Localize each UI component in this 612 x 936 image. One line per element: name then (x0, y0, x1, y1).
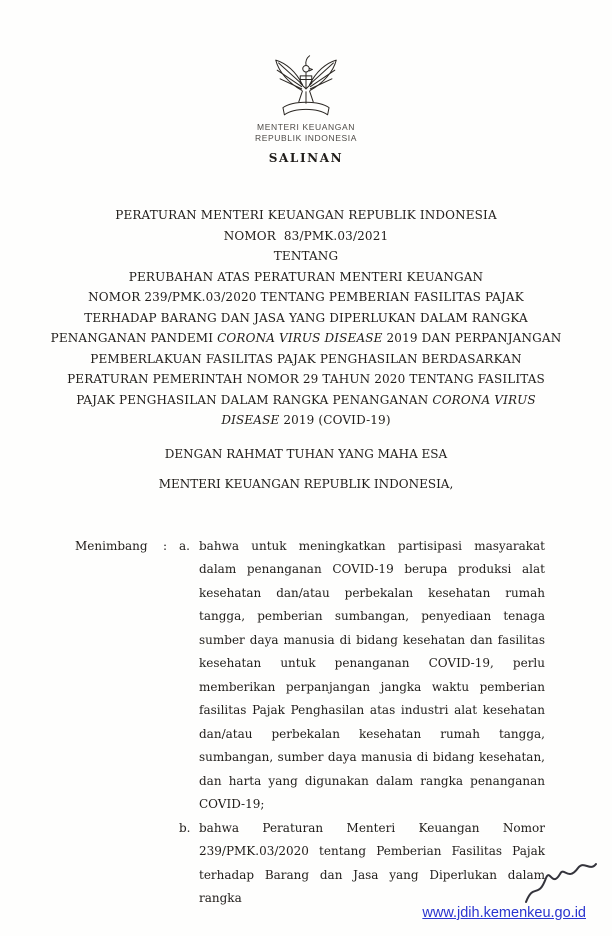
item-marker: a. (179, 538, 190, 553)
ministry-country: REPUBLIK INDONESIA (255, 133, 357, 143)
considering-items (179, 535, 545, 911)
title-line: PEMBERLAKUAN FASILITAS PAJAK PENGHASILAN BERDASARKAN (90, 351, 522, 366)
title-line: PERATURAN MENTERI KEUANGAN REPUBLIK INDONESIA (115, 208, 497, 222)
considering-item-a (179, 535, 545, 817)
title-line: TENTANG (273, 249, 339, 263)
regulation-title (0, 205, 612, 431)
ministry-name: MENTERI KEUANGAN (257, 122, 355, 132)
considering-item-b (179, 817, 545, 911)
title-line: PERATURAN PEMERINTAH NOMOR 29 TAHUN 2020 TENTANG FASILITAS (67, 372, 545, 386)
item-text: bahwa Peraturan Menteri Keuangan Nomor 239/PMK.03/2020 tentang Pemberian Fasilitas Pajak terhadap Barang dan Jasa yang Diperlukan dalam rangka (199, 820, 545, 905)
title-line: PAJAK PENGHASILAN DALAM RANGKA PENANGANAN CORONA VIRUS (76, 392, 536, 407)
considering-label: Menimbang (75, 538, 148, 553)
considering-block (0, 535, 612, 911)
considering-colon: : (163, 538, 168, 553)
invocation-line: DENGAN RAHMAT TUHAN YANG MAHA ESA (164, 446, 448, 461)
garuda-pancasila-emblem-icon (0, 50, 612, 122)
item-text: bahwa untuk meningkatkan partisipasi masyarakat dalam penanganan COVID-19 berupa produksi alat kesehatan dan/atau perbekalan kesehatan rumah tangga, pemberian sumbangan, penyediaan tenaga sumber daya manusia di bidang kesehatan dan fasilitas kesehatan untuk penanganan COVID-19, perlu memberikan perpanjangan jangka waktu pemberian fasilitas Pajak Penghasilan atas industri alat kesehatan dan/atau perbekalan kesehatan rumah tangga, sumbangan, sumber daya manusia di bidang kesehatan, dan harta yang digunakan dalam rangka penanganan COVID-19; (199, 538, 545, 811)
title-line-number: NOMOR 83/PMK.03/2021 (223, 228, 389, 243)
title-line: DISEASE 2019 (COVID-19) (221, 413, 391, 427)
item-marker: b. (179, 820, 191, 835)
issuer-line: MENTERI KEUANGAN REPUBLIK INDONESIA, (158, 476, 454, 491)
title-line: NOMOR 239/PMK.03/2020 TENTANG PEMBERIAN FASILITAS PAJAK (88, 290, 524, 304)
letterhead (0, 0, 612, 165)
title-line: TERHADAP BARANG DAN JASA YANG DIPERLUKAN DALAM RANGKA (84, 310, 528, 325)
title-line: PENANGANAN PANDEMI CORONA VIRUS DISEASE 2019 DAN PERPANJANGAN (50, 331, 562, 345)
title-line: PERUBAHAN ATAS PERATURAN MENTERI KEUANGAN (128, 269, 484, 284)
copy-label: SALINAN (268, 151, 344, 165)
jdih-footer-link[interactable]: www.jdih.kemenkeu.go.id (422, 905, 586, 921)
